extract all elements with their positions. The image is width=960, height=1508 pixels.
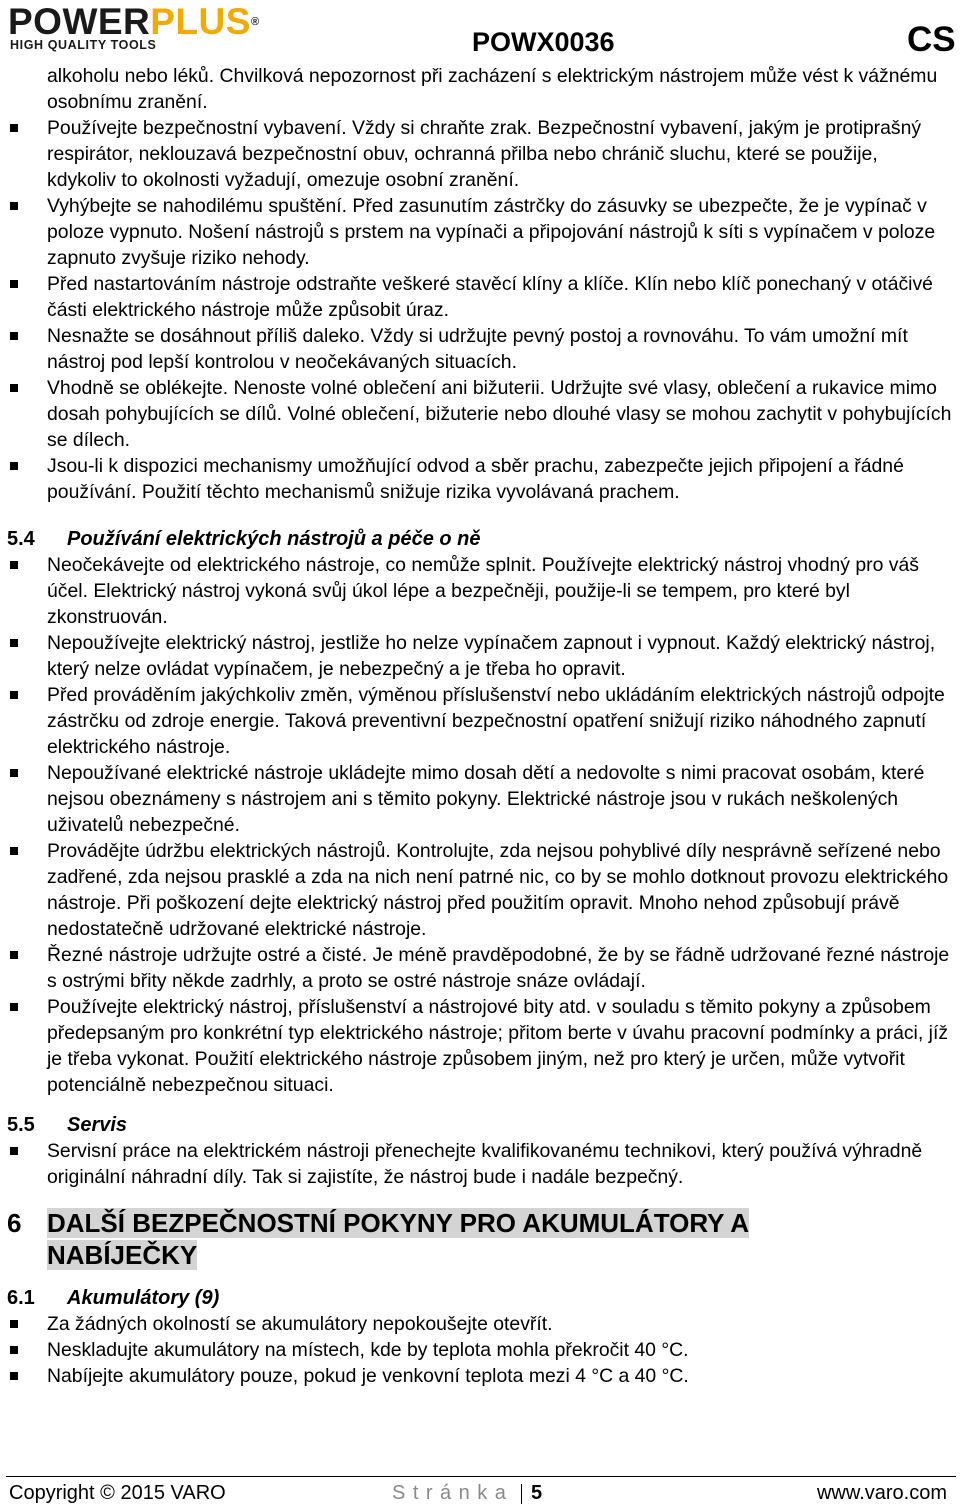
section-number: 5.5 [7,1114,35,1136]
section-heading-6-1 [7,1285,952,1311]
square-bullet-icon [10,1003,18,1011]
square-bullet-icon [10,769,18,777]
list-item-text: Jsou-li k dispozici mechanismy umožňující odvod a sběr prachu, zabezpečte jejich připojení a řádné používání. Použití těchto mechanismů snižuje rizika vyvolávaná prachem. [47,455,904,503]
list-item [7,1337,952,1363]
list-item-text: Za žádných okolností se akumulátory nepokoušejte otevřít. [47,1313,553,1335]
section-title: Používání elektrických nástrojů a péče o ně [67,528,481,550]
list-item [7,552,952,630]
intro-bullet-list [7,115,952,505]
page-number: 5 [531,1482,543,1504]
list-item-text: Neočekávejte od elektrického nástroje, co nemůže splnit. Používejte elektrický nástroj vhodný pro váš účel. Elektrický nástroj vykoná svůj úkol lépe a bezpečněji, použije-li se tempem, pro které byl zkonstruován. [47,554,919,628]
list-item-text: Provádějte údržbu elektrických nástrojů. Kontrolujte, zda nejsou pohyblivé díly nesprávně seřízené nebo zadřené, zda nejsou prasklé a zda na nich není patrné nic, co by se mohlo dotknout provozu elektrického nástroje. Při poškození dejte elektrický nástroj před použitím opravit. Mnoho nehod způsobují právě nedostatečně udržované elektrické nástroje. [47,840,949,940]
registered-mark: ® [250,16,260,28]
square-bullet-icon [10,1372,18,1380]
square-bullet-icon [10,1320,18,1328]
section-heading-5-5 [7,1112,952,1138]
list-item [7,1363,952,1389]
section-5-4-bullet-list [7,552,952,1098]
language-code: CS [907,20,956,59]
powerplus-logo [8,2,293,54]
list-item-text: Nepoužívané elektrické nástroje ukládejte mimo dosah dětí a nedovolte s nimi pracovat osobám, které nejsou obeznámeny s nástrojem ani s těmito pokyny. Elektrické nástroje jsou v rukách neškolených uživatelů nebezpečné. [47,762,925,836]
square-bullet-icon [10,691,18,699]
page-header [0,0,960,62]
list-item [7,1311,952,1337]
section-number: 6.1 [7,1287,35,1309]
square-bullet-icon [10,847,18,855]
chapter-title-line-2: NABÍJEČKY [47,1240,198,1270]
chapter-heading-6 [7,1207,952,1271]
intro-continuation: alkoholu nebo léků. Chvilková nepozornost při zacházení s elektrickým nástrojem může vést k vážnému osobnímu zranění. [47,65,938,113]
document-body [7,63,952,1389]
chapter-title-line-1: DALŠÍ BEZPEČNOSTNÍ POKYNY PRO AKUMULÁTORY A [47,1208,750,1238]
logo-wordmark [8,2,260,42]
square-bullet-icon [10,202,18,210]
list-item-text: Používejte bezpečnostní vybavení. Vždy si chraňte zrak. Bezpečnostní vybavení, jakým je protiprašný respirátor, neklouzavá bezpečnostní obuv, ochranná přilba nebo chránič sluchu, které se použije, kdykoliv to okolnosti vyžadují, omezuje osobní zranění. [47,117,922,191]
list-item [7,942,952,994]
section-number: 5.4 [7,528,35,550]
logo-tagline: HIGH QUALITY TOOLS [10,38,157,52]
copyright-notice: Copyright © 2015 VARO [9,1482,226,1504]
list-item-text: Před nastartováním nástroje odstraňte veškeré stavěcí klíny a klíče. Klín nebo klíč ponechaný v otáčivé části elektrického nástroje může způsobit úraz. [47,273,933,321]
list-item [7,760,952,838]
square-bullet-icon [10,639,18,647]
list-item-text: Používejte elektrický nástroj, příslušenství a nástrojové bity atd. v souladu s těmito pokyny a způsobem předepsaným pro konkrétní typ elektrického nástroje; přitom berte v úvahu pracovní podmínky a práci, jíž je třeba vykonat. Použití elektrického nástroje způsobem jiným, než pro který je určen, může vytvořit potenciálně nebezpečnou situaci. [47,996,949,1096]
section-6-1-bullet-list [7,1311,952,1389]
list-item [7,994,952,1098]
section-title: Akumulátory (9) [67,1287,220,1309]
page-footer [0,1476,960,1508]
square-bullet-icon [10,280,18,288]
list-item [7,1138,952,1190]
square-bullet-icon [10,1147,18,1155]
square-bullet-icon [10,951,18,959]
list-item [7,838,952,942]
page-label: Stránka [392,1482,514,1504]
list-item [7,323,952,375]
list-item [7,375,952,453]
list-item-text: Nabíjejte akumulátory pouze, pokud je venkovní teplota mezi 4 °C a 40 °C. [47,1365,689,1387]
list-item-text: Nesnažte se dosáhnout příliš daleko. Vždy si udržujte pevný postoj a rovnováhu. To vám umožní mít nástroj pod lepší kontrolou v neočekávaných situacích. [47,325,908,373]
list-item [7,271,952,323]
section-title: Servis [67,1114,128,1136]
footer-divider [6,1476,956,1477]
model-number: POWX0036 [472,27,615,57]
square-bullet-icon [10,462,18,470]
list-item-text: Vyhýbejte se nahodilému spuštění. Před zasunutím zástrčky do zásuvky se ubezpečte, že je vypínač v poloze vypnuto. Nošení nástrojů s prstem na vypínači a připojování nástrojů k síti s vypínačem v poloze zapnuto zvyšuje riziko nehody. [47,195,936,269]
list-item [7,453,952,505]
list-item [7,630,952,682]
list-item [7,115,952,193]
square-bullet-icon [10,332,18,340]
list-item [7,193,952,271]
square-bullet-icon [10,384,18,392]
section-5-5-bullet-list [7,1138,952,1190]
square-bullet-icon [10,1346,18,1354]
list-item-text: Před prováděním jakýchkoliv změn, výměnou příslušenství nebo ukládáním elektrických nástrojů odpojte zástrčku od zdroje energie. Taková preventivní bezpečnostní opatření snižují riziko náhodného zapnutí elektrického nástroje. [47,684,945,758]
list-item [7,682,952,760]
logo-plus: PLUS [150,1,251,42]
website-url: www.varo.com [816,1482,947,1504]
list-item-text: Řezné nástroje udržujte ostré a čisté. Je méně pravděpodobné, že by se řádně udržované řezné nástroje s ostrými břity někde zadrhly, a proto se ostré nástroje snáze ovládají. [47,944,950,992]
square-bullet-icon [10,124,18,132]
page-separator [521,1484,522,1504]
list-item-text: Neskladujte akumulátory na místech, kde by teplota mohla překročit 40 °C. [47,1339,689,1361]
list-item-text: Nepoužívejte elektrický nástroj, jestliže ho nelze vypínačem zapnout i vypnout. Každý elektrický nástroj, který nelze ovládat vypínačem, je nebezpečný a je třeba ho opravit. [47,632,936,680]
section-heading-5-4 [7,526,952,552]
logo-power: POWER [8,1,151,42]
list-item-text: Servisní práce na elektrickém nástroji přenechejte kvalifikovanému technikovi, který používá výhradně originální náhradní díly. Tak si zajistíte, že nástroj bude i nadále bezpečný. [47,1140,923,1188]
chapter-number: 6 [7,1208,22,1238]
list-item-text: Vhodně se oblékejte. Nenoste volné oblečení ani bižuterii. Udržujte své vlasy, oblečení a rukavice mimo dosah pohybujících se dílů. Volné oblečení, bižuterie nebo dlouhé vlasy se mohou zachytit v pohybujících se dílech. [47,377,952,451]
square-bullet-icon [10,561,18,569]
